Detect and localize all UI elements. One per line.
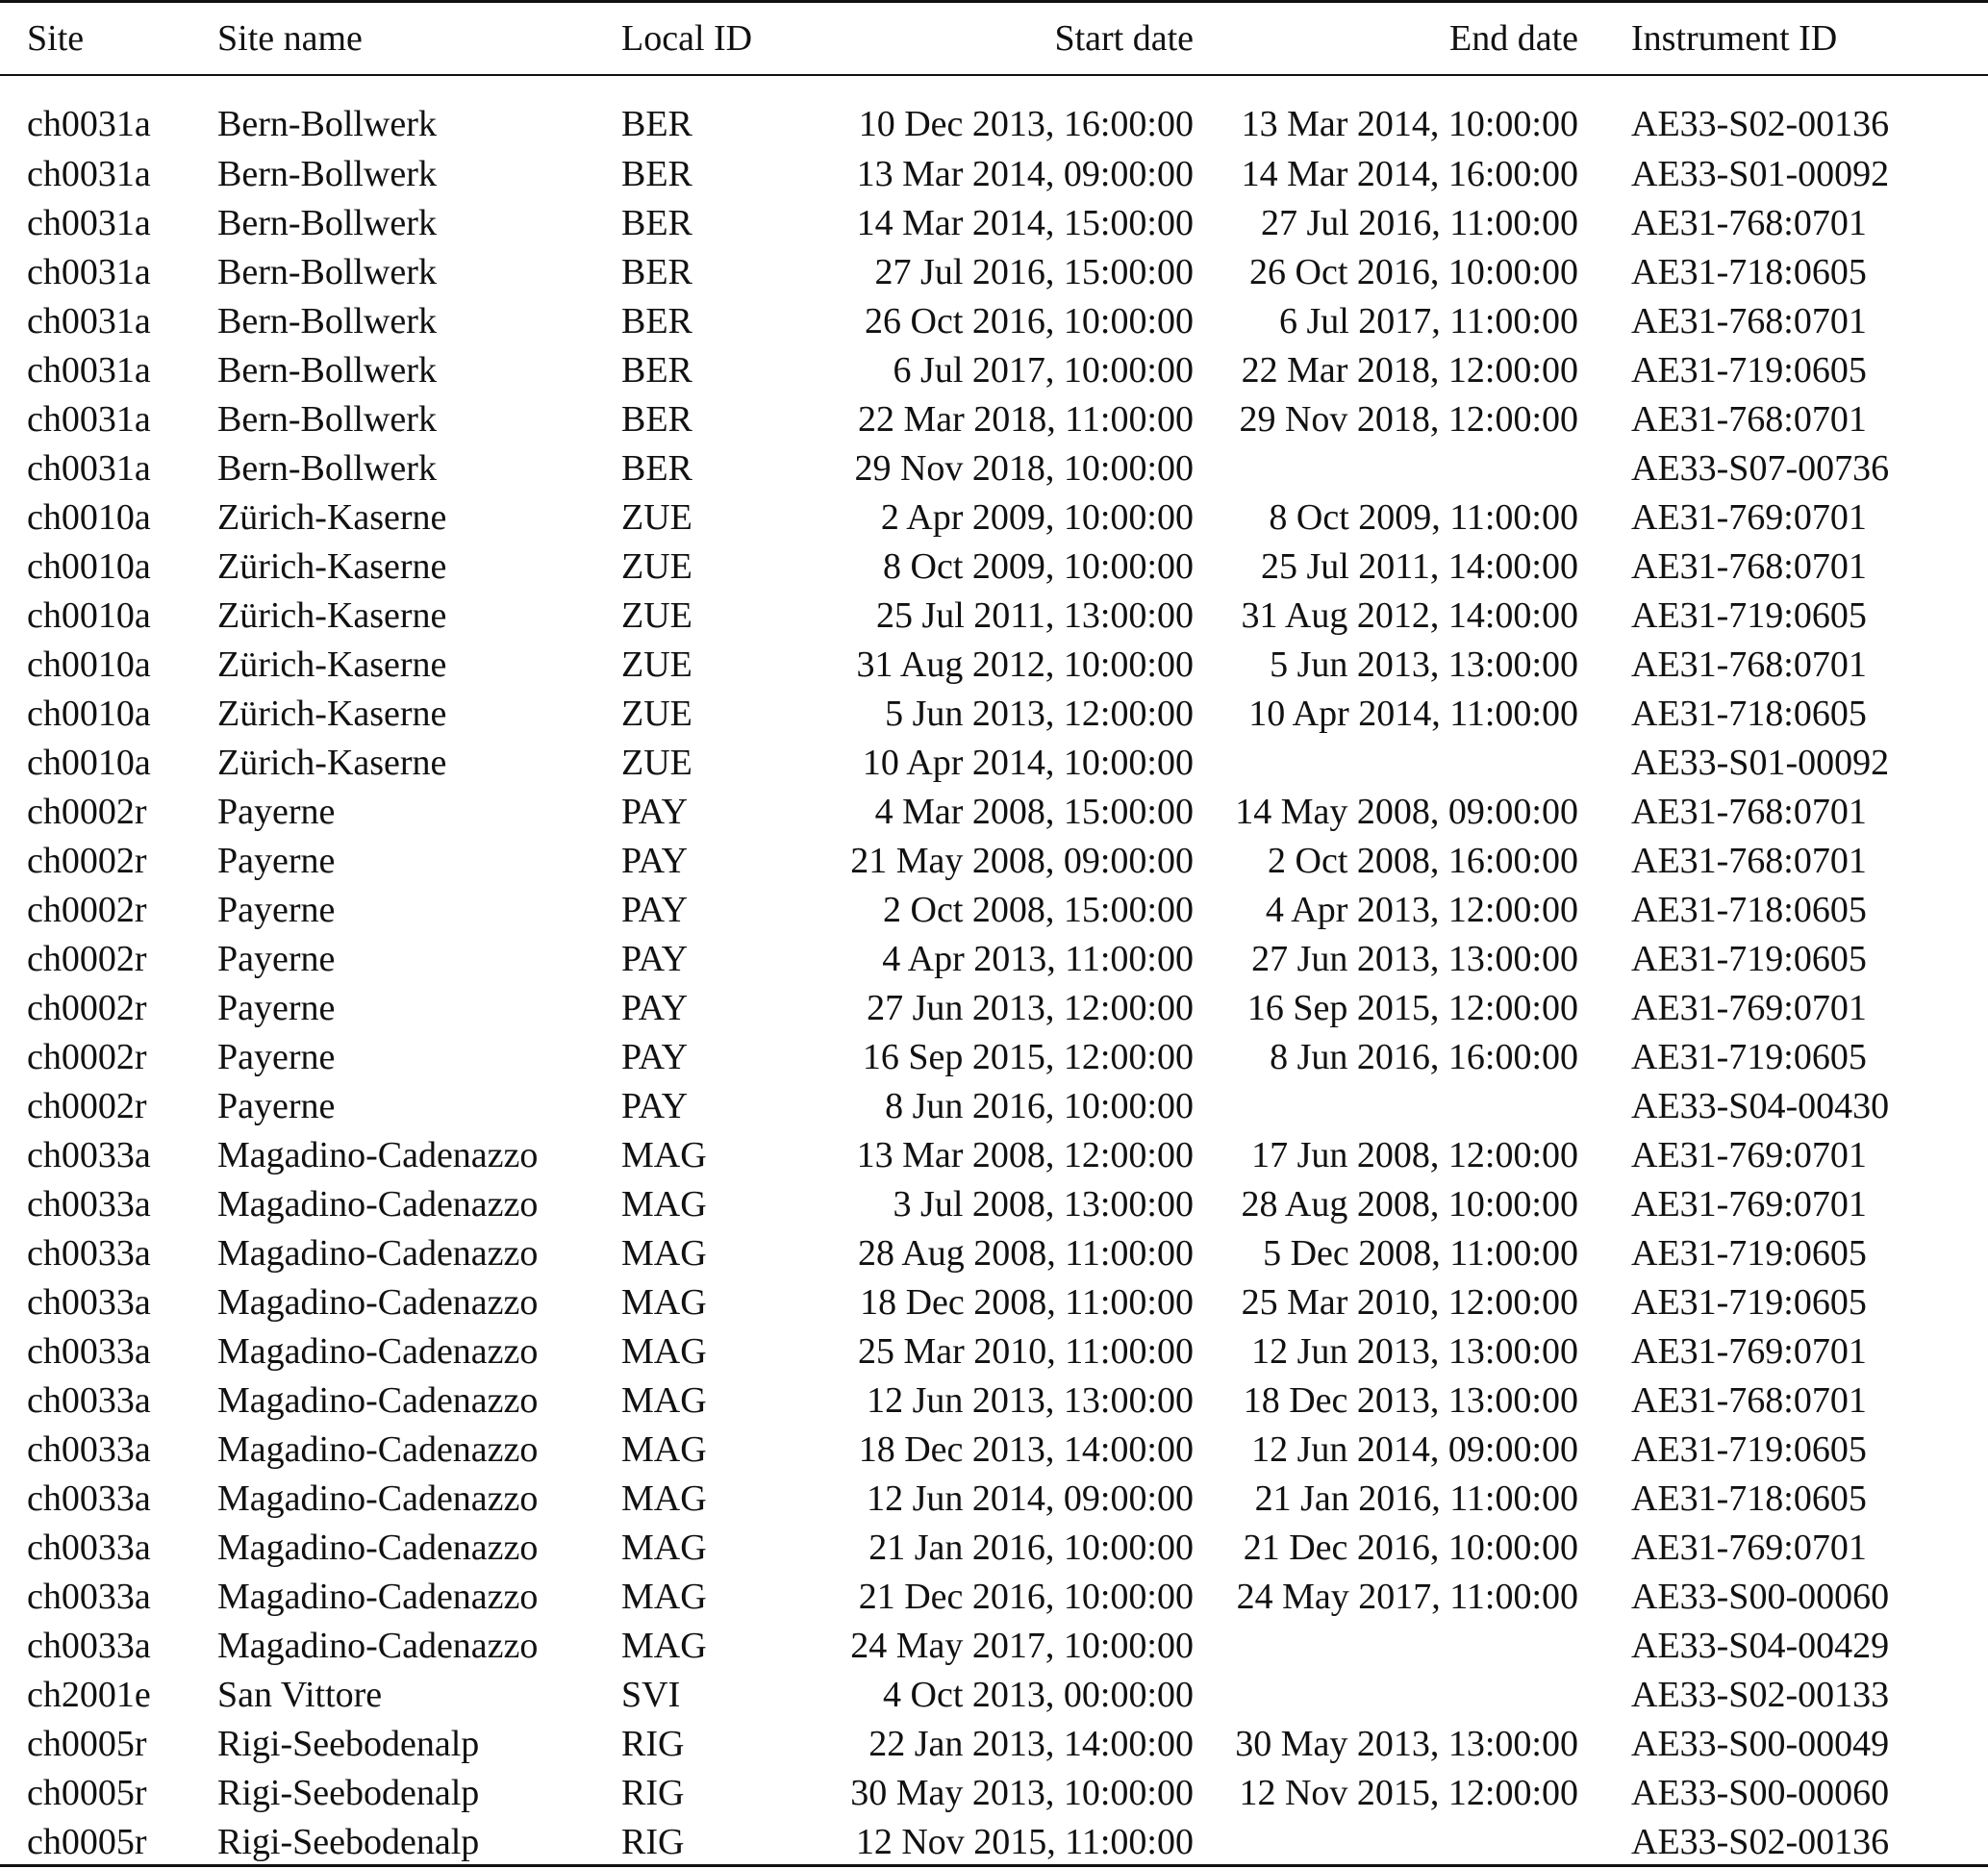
cell-end-date: 8 Jun 2016, 16:00:00	[1270, 1036, 1578, 1077]
table-row	[0, 1376, 1988, 1425]
cell-start-date: 4 Apr 2013, 11:00:00	[882, 938, 1194, 979]
cell-site-name: Bern-Bollwerk	[217, 251, 437, 292]
cell-site: ch0033a	[27, 1379, 151, 1421]
cell-instrument-id: AE31-719:0605	[1631, 594, 1867, 636]
table-row	[0, 198, 1988, 247]
table-row	[0, 1719, 1988, 1768]
cell-local-id: BER	[621, 153, 692, 194]
cell-local-id: PAY	[621, 1036, 689, 1077]
cell-local-id: RIG	[621, 1723, 685, 1764]
cell-end-date: 29 Nov 2018, 12:00:00	[1239, 398, 1578, 440]
cell-site: ch0031a	[27, 202, 151, 243]
table-row	[0, 1572, 1988, 1621]
cell-end-date	[1198, 1670, 1631, 1719]
cell-site: ch0033a	[27, 1232, 151, 1274]
cell-start-date: 25 Jul 2011, 13:00:00	[875, 594, 1194, 636]
cell-site-name: Rigi-Seebodenalp	[217, 1772, 480, 1813]
cell-site-name: Payerne	[217, 889, 336, 930]
cell-site-name: Bern-Bollwerk	[217, 202, 437, 243]
cell-instrument-id: AE31-719:0605	[1631, 1428, 1867, 1470]
table-row	[0, 1081, 1988, 1130]
cell-site: ch0010a	[27, 742, 151, 783]
table-row	[0, 934, 1988, 983]
cell-local-id: BER	[621, 447, 692, 489]
cell-local-id: PAY	[621, 791, 689, 832]
header-end-date: End date	[1448, 18, 1578, 59]
table-row	[0, 443, 1988, 493]
cell-end-date	[1198, 738, 1631, 787]
table-row	[0, 1277, 1988, 1326]
cell-start-date: 2 Apr 2009, 10:00:00	[880, 496, 1194, 538]
cell-start-date: 16 Sep 2015, 12:00:00	[862, 1036, 1194, 1077]
cell-start-date: 10 Dec 2013, 16:00:00	[858, 103, 1194, 144]
cell-site: ch0010a	[27, 545, 151, 587]
table-row	[0, 542, 1988, 591]
cell-site: ch0002r	[27, 938, 147, 979]
cell-instrument-id: AE31-768:0701	[1631, 644, 1867, 685]
cell-start-date: 31 Aug 2012, 10:00:00	[856, 644, 1194, 685]
cell-end-date: 13 Mar 2014, 10:00:00	[1241, 103, 1578, 144]
cell-instrument-id: AE33-S01-00092	[1631, 153, 1890, 194]
cell-local-id: ZUE	[621, 496, 692, 538]
cell-end-date: 10 Apr 2014, 11:00:00	[1248, 693, 1578, 734]
cell-instrument-id: AE33-S02-00133	[1631, 1674, 1890, 1715]
cell-local-id: RIG	[621, 1772, 685, 1813]
cell-site-name: Magadino-Cadenazzo	[217, 1330, 539, 1372]
cell-instrument-id: AE31-769:0701	[1631, 1527, 1867, 1568]
cell-instrument-id: AE33-S04-00429	[1631, 1625, 1890, 1666]
cell-local-id: PAY	[621, 938, 689, 979]
cell-instrument-id: AE31-718:0605	[1631, 889, 1867, 930]
cell-site-name: Bern-Bollwerk	[217, 447, 437, 489]
cell-start-date: 13 Mar 2008, 12:00:00	[856, 1134, 1194, 1175]
cell-site-name: Payerne	[217, 1085, 336, 1126]
table-row	[0, 1326, 1988, 1376]
table-row	[0, 247, 1988, 296]
cell-end-date: 30 May 2013, 13:00:00	[1235, 1723, 1578, 1764]
cell-start-date: 22 Mar 2018, 11:00:00	[857, 398, 1194, 440]
cell-local-id: ZUE	[621, 594, 692, 636]
cell-site-name: Payerne	[217, 987, 336, 1028]
cell-instrument-id: AE31-718:0605	[1631, 251, 1867, 292]
cell-end-date: 22 Mar 2018, 12:00:00	[1241, 349, 1578, 391]
cell-start-date: 8 Oct 2009, 10:00:00	[883, 545, 1194, 587]
cell-instrument-id: AE31-719:0605	[1631, 349, 1867, 391]
cell-instrument-id: AE31-768:0701	[1631, 202, 1867, 243]
cell-site: ch0033a	[27, 1330, 151, 1372]
cell-start-date: 18 Dec 2013, 14:00:00	[858, 1428, 1194, 1470]
cell-site-name: Zürich-Kaserne	[217, 545, 447, 587]
cell-end-date: 12 Jun 2014, 09:00:00	[1251, 1428, 1578, 1470]
cell-local-id: MAG	[621, 1527, 707, 1568]
cell-site: ch0010a	[27, 693, 151, 734]
table-row	[0, 787, 1988, 836]
cell-site-name: Magadino-Cadenazzo	[217, 1183, 539, 1225]
cell-local-id: PAY	[621, 840, 689, 881]
cell-site: ch0031a	[27, 447, 151, 489]
cell-local-id: ZUE	[621, 545, 692, 587]
table-row	[0, 1425, 1988, 1474]
cell-start-date: 12 Nov 2015, 11:00:00	[855, 1821, 1194, 1862]
cell-instrument-id: AE31-718:0605	[1631, 1478, 1867, 1519]
cell-end-date: 8 Oct 2009, 11:00:00	[1269, 496, 1578, 538]
cell-end-date: 4 Apr 2013, 12:00:00	[1265, 889, 1578, 930]
cell-local-id: ZUE	[621, 742, 692, 783]
cell-site-name: Magadino-Cadenazzo	[217, 1576, 539, 1617]
cell-local-id: PAY	[621, 889, 689, 930]
cell-site: ch0033a	[27, 1527, 151, 1568]
cell-site-name: Rigi-Seebodenalp	[217, 1821, 480, 1862]
cell-end-date: 31 Aug 2012, 14:00:00	[1241, 594, 1578, 636]
cell-end-date	[1198, 443, 1631, 493]
cell-start-date: 10 Apr 2014, 10:00:00	[862, 742, 1194, 783]
cell-end-date: 18 Dec 2013, 13:00:00	[1243, 1379, 1578, 1421]
table-row	[0, 738, 1988, 787]
cell-site-name: Payerne	[217, 1036, 336, 1077]
cell-instrument-id: AE33-S04-00430	[1631, 1085, 1890, 1126]
header-site: Site	[27, 18, 85, 59]
cell-site: ch0031a	[27, 103, 151, 144]
cell-start-date: 4 Mar 2008, 15:00:00	[874, 791, 1194, 832]
table-row	[0, 983, 1988, 1032]
cell-instrument-id: AE33-S00-00060	[1631, 1576, 1890, 1617]
table-row	[0, 689, 1988, 738]
table-row	[0, 1621, 1988, 1670]
cell-site-name: Zürich-Kaserne	[217, 693, 447, 734]
cell-instrument-id: AE31-718:0605	[1631, 693, 1867, 734]
cell-start-date: 8 Jun 2016, 10:00:00	[885, 1085, 1194, 1126]
cell-end-date: 25 Jul 2011, 14:00:00	[1260, 545, 1578, 587]
cell-end-date: 27 Jun 2013, 13:00:00	[1251, 938, 1578, 979]
cell-site-name: Zürich-Kaserne	[217, 496, 447, 538]
cell-instrument-id: AE31-769:0701	[1631, 987, 1867, 1028]
cell-local-id: BER	[621, 398, 692, 440]
cell-site-name: Magadino-Cadenazzo	[217, 1428, 539, 1470]
cell-instrument-id: AE33-S01-00092	[1631, 742, 1890, 783]
cell-start-date: 3 Jul 2008, 13:00:00	[893, 1183, 1194, 1225]
cell-start-date: 4 Oct 2013, 00:00:00	[883, 1674, 1194, 1715]
cell-start-date: 28 Aug 2008, 11:00:00	[857, 1232, 1194, 1274]
cell-local-id: BER	[621, 349, 692, 391]
cell-local-id: MAG	[621, 1330, 707, 1372]
cell-start-date: 18 Dec 2008, 11:00:00	[860, 1281, 1194, 1323]
table-row	[0, 1817, 1988, 1866]
cell-site: ch2001e	[27, 1674, 151, 1715]
cell-instrument-id: AE31-719:0605	[1631, 1281, 1867, 1323]
cell-site-name: Bern-Bollwerk	[217, 300, 437, 341]
cell-instrument-id: AE31-768:0701	[1631, 398, 1867, 440]
cell-site: ch0005r	[27, 1723, 147, 1764]
header-site-name: Site name	[217, 18, 363, 59]
cell-site-name: Magadino-Cadenazzo	[217, 1527, 539, 1568]
cell-site-name: Bern-Bollwerk	[217, 103, 437, 144]
header-local-id: Local ID	[621, 18, 753, 59]
cell-site: ch0033a	[27, 1428, 151, 1470]
cell-site-name: Bern-Bollwerk	[217, 153, 437, 194]
cell-instrument-id: AE31-769:0701	[1631, 1183, 1867, 1225]
cell-local-id: RIG	[621, 1821, 685, 1862]
cell-site-name: San Vittore	[217, 1674, 383, 1715]
cell-site: ch0002r	[27, 1085, 147, 1126]
cell-site-name: Bern-Bollwerk	[217, 398, 437, 440]
cell-end-date	[1198, 1817, 1631, 1866]
cell-start-date: 5 Jun 2013, 12:00:00	[885, 693, 1194, 734]
cell-end-date: 27 Jul 2016, 11:00:00	[1260, 202, 1578, 243]
cell-end-date: 24 May 2017, 11:00:00	[1236, 1576, 1578, 1617]
cell-instrument-id: AE31-719:0605	[1631, 938, 1867, 979]
cell-site-name: Bern-Bollwerk	[217, 349, 437, 391]
cell-site: ch0002r	[27, 791, 147, 832]
cell-site: ch0002r	[27, 987, 147, 1028]
cell-end-date: 2 Oct 2008, 16:00:00	[1268, 840, 1578, 881]
cell-site-name: Payerne	[217, 938, 336, 979]
cell-end-date: 6 Jul 2017, 11:00:00	[1278, 300, 1578, 341]
table-row	[0, 885, 1988, 934]
cell-local-id: ZUE	[621, 693, 692, 734]
cell-instrument-id: AE31-768:0701	[1631, 300, 1867, 341]
cell-site: ch0031a	[27, 153, 151, 194]
cell-start-date: 21 May 2008, 09:00:00	[850, 840, 1194, 881]
cell-site: ch0010a	[27, 496, 151, 538]
cell-site: ch0002r	[27, 840, 147, 881]
cell-end-date: 17 Jun 2008, 12:00:00	[1251, 1134, 1578, 1175]
table-row	[0, 591, 1988, 640]
cell-start-date: 12 Jun 2013, 13:00:00	[867, 1379, 1194, 1421]
cell-site-name: Zürich-Kaserne	[217, 644, 447, 685]
cell-local-id: SVI	[621, 1674, 681, 1715]
cell-end-date: 21 Dec 2016, 10:00:00	[1243, 1527, 1578, 1568]
cell-end-date: 14 May 2008, 09:00:00	[1235, 791, 1578, 832]
cell-site: ch0031a	[27, 251, 151, 292]
cell-local-id: MAG	[621, 1576, 707, 1617]
cell-local-id: BER	[621, 300, 692, 341]
cell-site-name: Payerne	[217, 840, 336, 881]
cell-start-date: 22 Jan 2013, 14:00:00	[868, 1723, 1194, 1764]
table-row	[0, 1670, 1988, 1719]
cell-instrument-id: AE33-S02-00136	[1631, 1821, 1890, 1862]
cell-start-date: 14 Mar 2014, 15:00:00	[856, 202, 1194, 243]
cell-start-date: 21 Dec 2016, 10:00:00	[858, 1576, 1194, 1617]
cell-end-date: 12 Nov 2015, 12:00:00	[1239, 1772, 1578, 1813]
cell-site-name: Magadino-Cadenazzo	[217, 1232, 539, 1274]
cell-instrument-id: AE31-768:0701	[1631, 791, 1867, 832]
cell-local-id: BER	[621, 202, 692, 243]
cell-start-date: 12 Jun 2014, 09:00:00	[867, 1478, 1194, 1519]
cell-local-id: MAG	[621, 1281, 707, 1323]
table-row	[0, 640, 1988, 689]
table-row	[0, 345, 1988, 394]
cell-local-id: PAY	[621, 1085, 689, 1126]
cell-start-date: 2 Oct 2008, 15:00:00	[883, 889, 1194, 930]
cell-end-date: 5 Dec 2008, 11:00:00	[1263, 1232, 1578, 1274]
cell-instrument-id: AE33-S07-00736	[1631, 447, 1890, 489]
cell-local-id: PAY	[621, 987, 689, 1028]
cell-site: ch0031a	[27, 349, 151, 391]
cell-start-date: 29 Nov 2018, 10:00:00	[854, 447, 1194, 489]
cell-local-id: MAG	[621, 1183, 707, 1225]
cell-site: ch0033a	[27, 1576, 151, 1617]
cell-instrument-id: AE31-768:0701	[1631, 840, 1867, 881]
cell-end-date: 12 Jun 2013, 13:00:00	[1251, 1330, 1578, 1372]
cell-instrument-id: AE31-769:0701	[1631, 496, 1867, 538]
cell-site: ch0033a	[27, 1183, 151, 1225]
cell-start-date: 27 Jun 2013, 12:00:00	[867, 987, 1194, 1028]
cell-instrument-id: AE31-769:0701	[1631, 1134, 1867, 1175]
table-row	[0, 1179, 1988, 1228]
cell-local-id: MAG	[621, 1428, 707, 1470]
cell-site-name: Magadino-Cadenazzo	[217, 1625, 539, 1666]
cell-local-id: BER	[621, 103, 692, 144]
cell-instrument-id: AE31-719:0605	[1631, 1036, 1867, 1077]
header-row	[0, 0, 1988, 77]
cell-instrument-id: AE31-769:0701	[1631, 1330, 1867, 1372]
cell-instrument-id: AE33-S02-00136	[1631, 103, 1890, 144]
table-header	[0, 0, 1988, 77]
cell-instrument-id: AE33-S00-00060	[1631, 1772, 1890, 1813]
cell-end-date: 21 Jan 2016, 11:00:00	[1254, 1478, 1578, 1519]
cell-site: ch0005r	[27, 1821, 147, 1862]
cell-start-date: 25 Mar 2010, 11:00:00	[857, 1330, 1194, 1372]
cell-site: ch0031a	[27, 300, 151, 341]
cell-instrument-id: AE31-768:0701	[1631, 545, 1867, 587]
cell-end-date: 14 Mar 2014, 16:00:00	[1241, 153, 1578, 194]
cell-site: ch0031a	[27, 398, 151, 440]
cell-start-date: 21 Jan 2016, 10:00:00	[868, 1527, 1194, 1568]
cell-site: ch0005r	[27, 1772, 147, 1813]
cell-instrument-id: AE31-768:0701	[1631, 1379, 1867, 1421]
cell-end-date	[1198, 1081, 1631, 1130]
table-row	[0, 836, 1988, 885]
cell-site: ch0033a	[27, 1134, 151, 1175]
cell-site: ch0010a	[27, 594, 151, 636]
cell-site: ch0010a	[27, 644, 151, 685]
table-row	[0, 394, 1988, 443]
table-row	[0, 493, 1988, 542]
cell-end-date: 25 Mar 2010, 12:00:00	[1241, 1281, 1578, 1323]
cell-instrument-id: AE31-719:0605	[1631, 1232, 1867, 1274]
table-row	[0, 1032, 1988, 1081]
cell-site-name: Magadino-Cadenazzo	[217, 1478, 539, 1519]
cell-site: ch0033a	[27, 1281, 151, 1323]
cell-end-date: 28 Aug 2008, 10:00:00	[1241, 1183, 1578, 1225]
table-row	[0, 149, 1988, 198]
table-row	[0, 296, 1988, 345]
table-body	[0, 77, 1988, 1866]
cell-start-date: 27 Jul 2016, 15:00:00	[874, 251, 1194, 292]
cell-local-id: MAG	[621, 1625, 707, 1666]
table-row	[0, 1474, 1988, 1523]
cell-local-id: MAG	[621, 1478, 707, 1519]
cell-site-name: Rigi-Seebodenalp	[217, 1723, 480, 1764]
cell-site: ch0002r	[27, 889, 147, 930]
cell-local-id: MAG	[621, 1379, 707, 1421]
cell-end-date: 5 Jun 2013, 13:00:00	[1270, 644, 1578, 685]
table-row	[0, 1768, 1988, 1817]
cell-site-name: Magadino-Cadenazzo	[217, 1379, 539, 1421]
header-start-date: Start date	[1054, 18, 1194, 59]
cell-site-name: Payerne	[217, 791, 336, 832]
cell-site-name: Zürich-Kaserne	[217, 742, 447, 783]
table-row	[0, 1130, 1988, 1179]
cell-site-name: Zürich-Kaserne	[217, 594, 447, 636]
cell-instrument-id: AE33-S00-00049	[1631, 1723, 1890, 1764]
cell-local-id: MAG	[621, 1232, 707, 1274]
cell-start-date: 30 May 2013, 10:00:00	[850, 1772, 1194, 1813]
cell-end-date: 16 Sep 2015, 12:00:00	[1246, 987, 1578, 1028]
cell-start-date: 26 Oct 2016, 10:00:00	[865, 300, 1194, 341]
table-row	[0, 1228, 1988, 1277]
cell-site-name: Magadino-Cadenazzo	[217, 1134, 539, 1175]
cell-end-date	[1198, 1621, 1631, 1670]
cell-site: ch0033a	[27, 1478, 151, 1519]
cell-start-date: 6 Jul 2017, 10:00:00	[893, 349, 1194, 391]
cell-local-id: BER	[621, 251, 692, 292]
cell-site: ch0033a	[27, 1625, 151, 1666]
cell-start-date: 24 May 2017, 10:00:00	[850, 1625, 1194, 1666]
cell-local-id: MAG	[621, 1134, 707, 1175]
cell-site: ch0002r	[27, 1036, 147, 1077]
cell-start-date: 13 Mar 2014, 09:00:00	[856, 153, 1194, 194]
cell-site-name: Magadino-Cadenazzo	[217, 1281, 539, 1323]
cell-end-date: 26 Oct 2016, 10:00:00	[1249, 251, 1578, 292]
table-row	[0, 1523, 1988, 1572]
header-instrument-id: Instrument ID	[1631, 18, 1838, 59]
table-row	[0, 77, 1988, 149]
cell-local-id: ZUE	[621, 644, 692, 685]
